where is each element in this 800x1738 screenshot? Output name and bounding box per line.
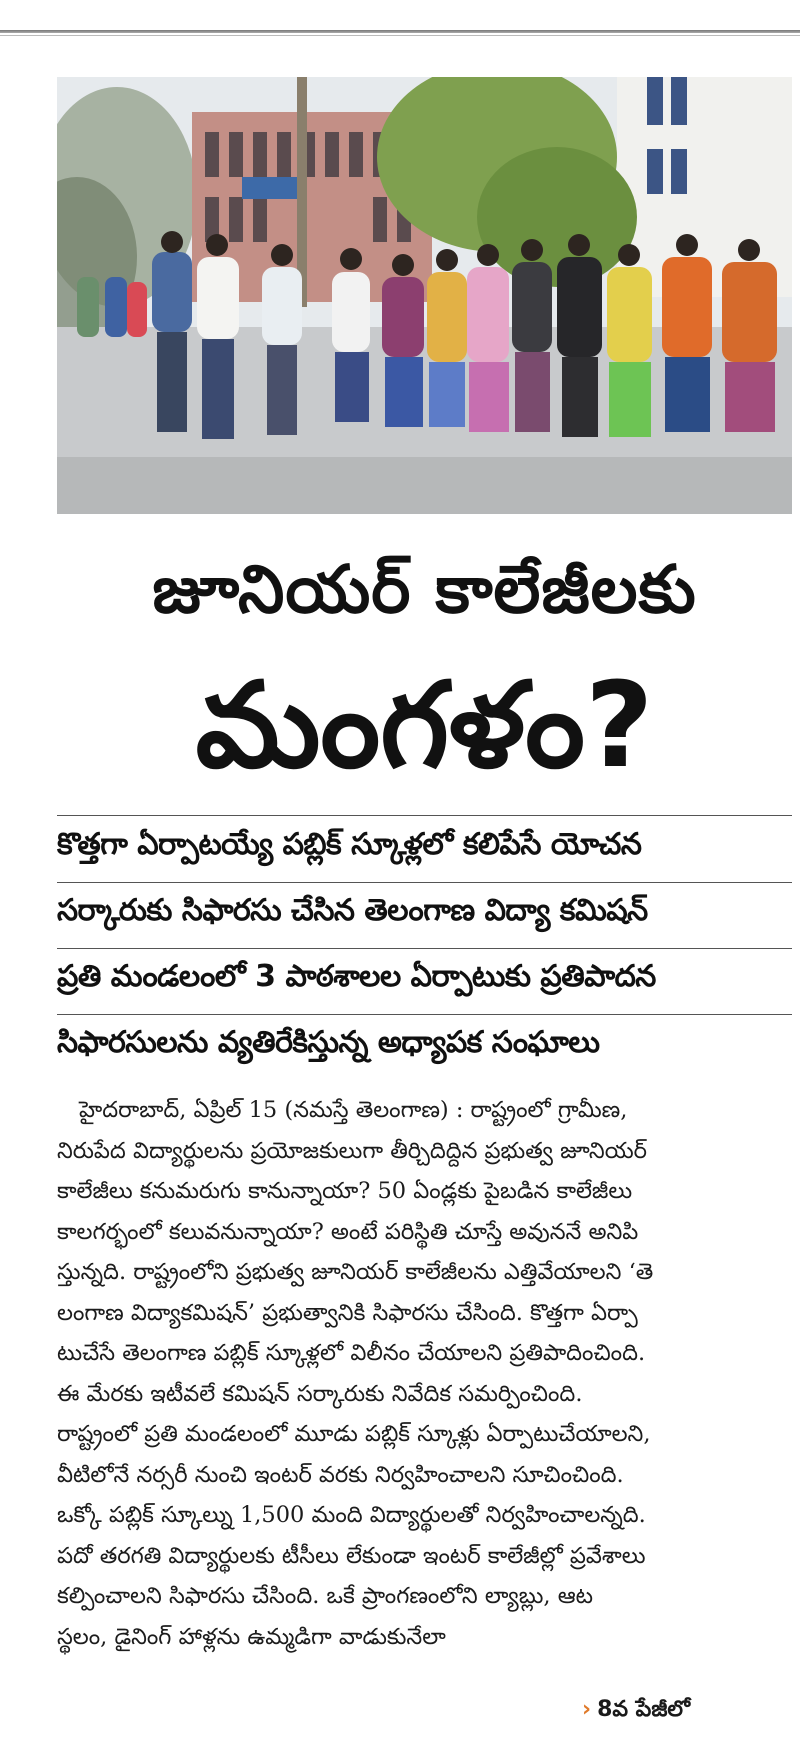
body-line: స్తున్నది. రాష్ట్రంలోని ప్రభుత్వ జూనియర్ కాలేజీలను ఎత్తివేయాలని ‘తె	[57, 1259, 654, 1285]
body-line: కాలగర్భంలో కలువనున్నాయా? అంటే పరిస్థితి చూస్తే అవుననే అనిపి	[57, 1218, 639, 1245]
subhead-1: కొత్తగా ఏర్పాటయ్యే పబ్లిక్ స్కూళ్లలో కలిపేసే యోచన	[57, 827, 642, 862]
body-line: ఒక్కో పబ్లిక్ స్కూల్ను 1,500 మంది విద్యార్థులతో నిర్వహించాలన్నది.	[57, 1502, 646, 1528]
body-line: లంగాణ విద్యాకమిషన్’ ప్రభుత్వానికి సిఫారసు చేసింది. కొత్తగా ఏర్పా	[57, 1299, 638, 1326]
top-rule	[0, 30, 800, 33]
subhead-divider	[57, 815, 792, 816]
body-line: హైదరాబాద్, ఏప్రిల్ 15 (నమస్తే తెలంగాణ) : రాష్ట్రంలో గ్రామీణ,	[79, 1097, 628, 1123]
continued-page-label: 8వ పేజీలో	[597, 1697, 691, 1722]
body-line: కల్పించాలని సిఫారసు చేసింది. ఒకే ప్రాంగణంలోని ల్యాబ్లు, ఆట	[57, 1583, 594, 1609]
body-line: టుచేసే తెలంగాణ పబ్లిక్ స్కూళ్లలో విలీనం చేయాలని ప్రతిపాదించింది.	[57, 1340, 646, 1366]
subhead-divider	[57, 1014, 792, 1015]
headline-line-2: మంగళం?	[195, 656, 654, 794]
subhead-divider	[57, 948, 792, 949]
top-rule-thin	[0, 35, 800, 36]
news-photo	[57, 77, 792, 514]
subhead-2: సర్కారుకు సిఫారసు చేసిన తెలంగాణ విద్యా కమిషన్	[57, 893, 648, 928]
body-line: రాష్ట్రంలో ప్రతి మండలంలో మూడు పబ్లిక్ స్కూళ్లు ఏర్పాటుచేయాలని,	[57, 1421, 651, 1447]
article-body	[57, 1090, 792, 1657]
body-line: పదో తరగతి విద్యార్థులకు టీసీలు లేకుండా ఇంటర్ కాలేజీల్లో ప్రవేశాలు	[57, 1542, 646, 1569]
headline-line-1: జూనియర్ కాలేజీలకు	[152, 551, 697, 628]
body-line: స్థలం, డైనింగ్ హాళ్లను ఉమ్మడిగా వాడుకునేలా	[57, 1623, 446, 1650]
subhead-3: ప్రతి మండలంలో 3 పాఠశాలల ఏర్పాటుకు ప్రతిపాదన	[57, 959, 656, 994]
subhead-4: సిఫారసులను వ్యతిరేకిస్తున్న అధ్యాపక సంఘాలు	[57, 1025, 600, 1060]
subhead-divider	[57, 882, 792, 883]
students-walking-photo	[57, 77, 792, 514]
chevron-right-icon: ›	[582, 1697, 592, 1722]
body-line: ఈ మేరకు ఇటీవలే కమిషన్ సర్కారుకు నివేదిక సమర్పించింది.	[57, 1380, 583, 1407]
body-line: కాలేజీలు కనుమరుగు కానున్నాయా? 50 ఏండ్లకు పైబడిన కాలేజీలు	[57, 1178, 633, 1204]
body-line: వీటిలోనే నర్సరీ నుంచి ఇంటర్ వరకు నిర్వహించాలని సూచించింది.	[57, 1461, 624, 1488]
body-line: నిరుపేద విద్యార్థులను ప్రయోజకులుగా తీర్చిదిద్దిన ప్రభుత్వ జూనియర్	[57, 1137, 648, 1164]
continued-on-page	[582, 1690, 690, 1730]
